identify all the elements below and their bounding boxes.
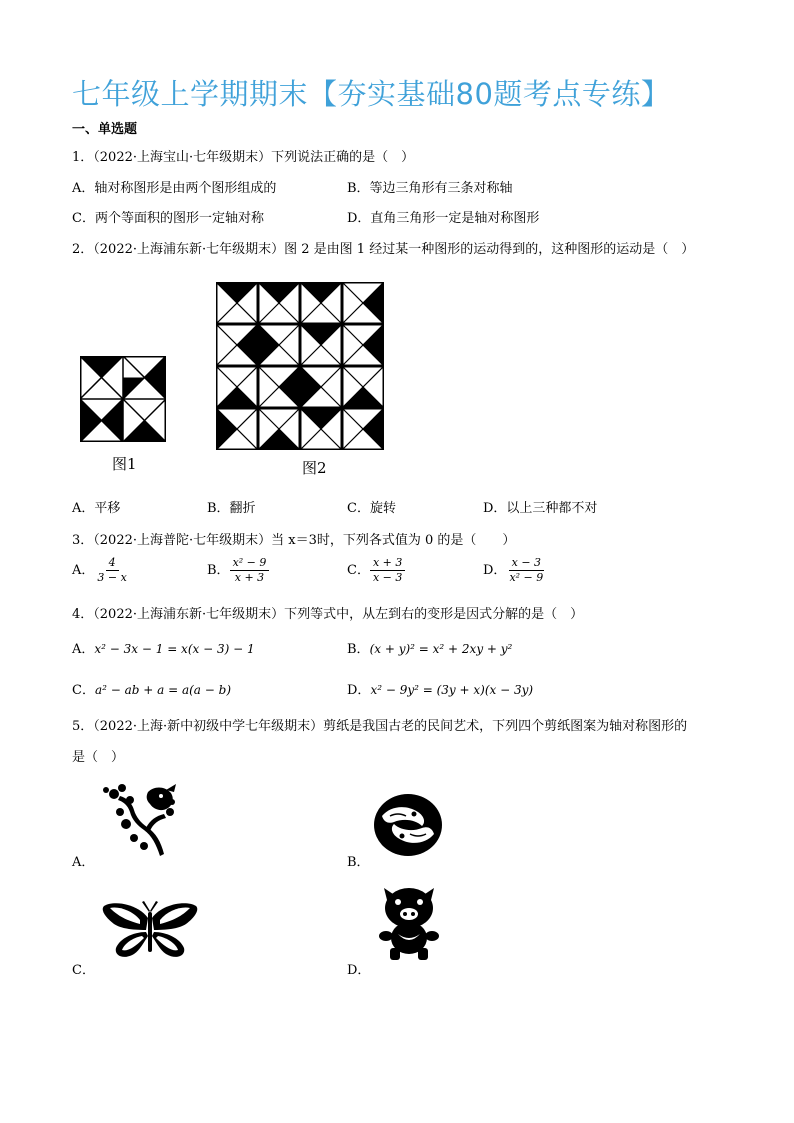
q5-option-a: A． — [72, 855, 95, 870]
shaded-triangle — [363, 282, 384, 324]
q5-stem-line-1: 5．（2022·上海·新中初级中学七年级期末）剪纸是我国古老的民间艺术，下列四个剪纸图案为轴对称图形的 — [72, 719, 688, 734]
figure-2-label: 图2 — [302, 459, 327, 477]
q1-option-b: B．等边三角形有三条对称轴 — [347, 181, 513, 196]
q5-option-d: D． — [347, 963, 371, 978]
shaded-triangle — [216, 408, 237, 450]
q4-option-b-label: B． — [347, 642, 370, 657]
q4-option-d — [347, 679, 533, 698]
q4-option-a-label: A． — [72, 642, 95, 657]
q1-stem: 1．（2022·上海宝山·七年级期末）下列说法正确的是（ ） — [72, 150, 415, 165]
numerator: x + 3 — [370, 556, 405, 571]
q2-option-c: C．旋转 — [347, 501, 396, 516]
denominator: 3 − x — [97, 571, 127, 584]
shaded-triangle — [279, 366, 300, 408]
papercut-butterfly-image — [100, 900, 200, 962]
q3-option-d-label: D． — [483, 563, 507, 578]
numerator: 4 — [106, 556, 119, 571]
q2-option-b: B．翻折 — [207, 501, 256, 516]
q3-option-d — [483, 556, 546, 585]
shaded-triangle — [258, 324, 279, 366]
q3-option-d-fraction — [506, 556, 546, 585]
denominator: x² − 9 — [509, 571, 544, 584]
q1-option-d: D．直角三角形一定是轴对称图形 — [347, 211, 540, 226]
shaded-triangle — [300, 282, 342, 303]
q4-option-b-expression: (x + y)² = x² + 2xy + y² — [369, 642, 513, 656]
figure-2 — [216, 282, 384, 450]
shaded-triangle — [216, 282, 258, 303]
q4-option-a — [72, 638, 255, 657]
q1-option-a: A．轴对称图形是由两个图形组成的 — [72, 181, 277, 196]
figure-1-label: 图1 — [112, 455, 137, 473]
shaded-triangle — [300, 408, 342, 429]
numerator: x − 3 — [509, 556, 544, 571]
shaded-triangle — [216, 387, 258, 408]
q4-option-b — [347, 638, 512, 657]
denominator: x + 3 — [234, 571, 265, 584]
q2-option-d: D．以上三种都不对 — [483, 501, 598, 516]
q3-option-b-label: B． — [207, 563, 230, 578]
q3-stem: 3．（2022·上海普陀·七年级期末）当 x＝3时，下列各式值为 0 的是（ ） — [72, 533, 516, 548]
papercut-plum-branch-image — [100, 782, 180, 858]
q3-option-b — [207, 556, 269, 585]
shaded-triangle — [258, 429, 300, 450]
q4-option-d-label: D． — [347, 683, 371, 698]
q2-stem: 2．（2022·上海浦东新·七年级期末）图 2 是由图 1 经过某一种图形的运动得到的，这种图形的运动是（ ） — [72, 242, 695, 257]
q4-option-c — [72, 679, 231, 698]
q5-stem-line-2: 是（ ） — [72, 750, 125, 765]
shaded-triangle — [237, 324, 258, 366]
q3-option-a — [72, 556, 130, 585]
q4-option-c-label: C． — [72, 683, 95, 698]
q4-option-d-expression: x² − 9y² = (3y + x)(x − 3y) — [370, 683, 534, 697]
page-title: 七年级上学期期末【夯实基础80题考点专练】 — [72, 77, 671, 111]
q2-option-a: A．平移 — [72, 501, 121, 516]
papercut-pig-image — [376, 882, 442, 964]
q4-stem: 4．（2022·上海浦东新·七年级期末）下列等式中，从左到右的变形是因式分解的是（ ） — [72, 607, 584, 622]
q4-option-c-expression: a² − ab + a = a(a − b) — [94, 683, 231, 697]
shaded-triangle — [363, 408, 384, 450]
q3-option-c — [347, 556, 405, 585]
q3-option-c-label: C． — [347, 563, 370, 578]
figure-1 — [80, 356, 166, 442]
denominator: x − 3 — [372, 571, 403, 584]
shaded-triangle — [300, 324, 342, 345]
q5-option-b: B． — [347, 855, 370, 870]
section-heading: 一、单选题 — [72, 122, 138, 137]
q1-option-c: C．两个等面积的图形一定轴对称 — [72, 211, 264, 226]
q3-option-c-fraction — [370, 556, 405, 585]
q3-option-a-fraction — [94, 556, 129, 585]
shaded-triangle — [300, 366, 321, 408]
papercut-twin-fish-image — [372, 792, 444, 858]
shaded-triangle — [363, 324, 384, 366]
numerator: x² − 9 — [230, 556, 270, 571]
shaded-triangle — [342, 387, 384, 408]
shaded-triangle — [258, 282, 300, 303]
q4-option-a-expression: x² − 3x − 1 = x(x − 3) − 1 — [94, 642, 255, 656]
q3-option-a-label: A． — [72, 563, 95, 578]
q3-option-b-fraction — [230, 556, 270, 585]
q5-option-c: C． — [72, 963, 95, 978]
